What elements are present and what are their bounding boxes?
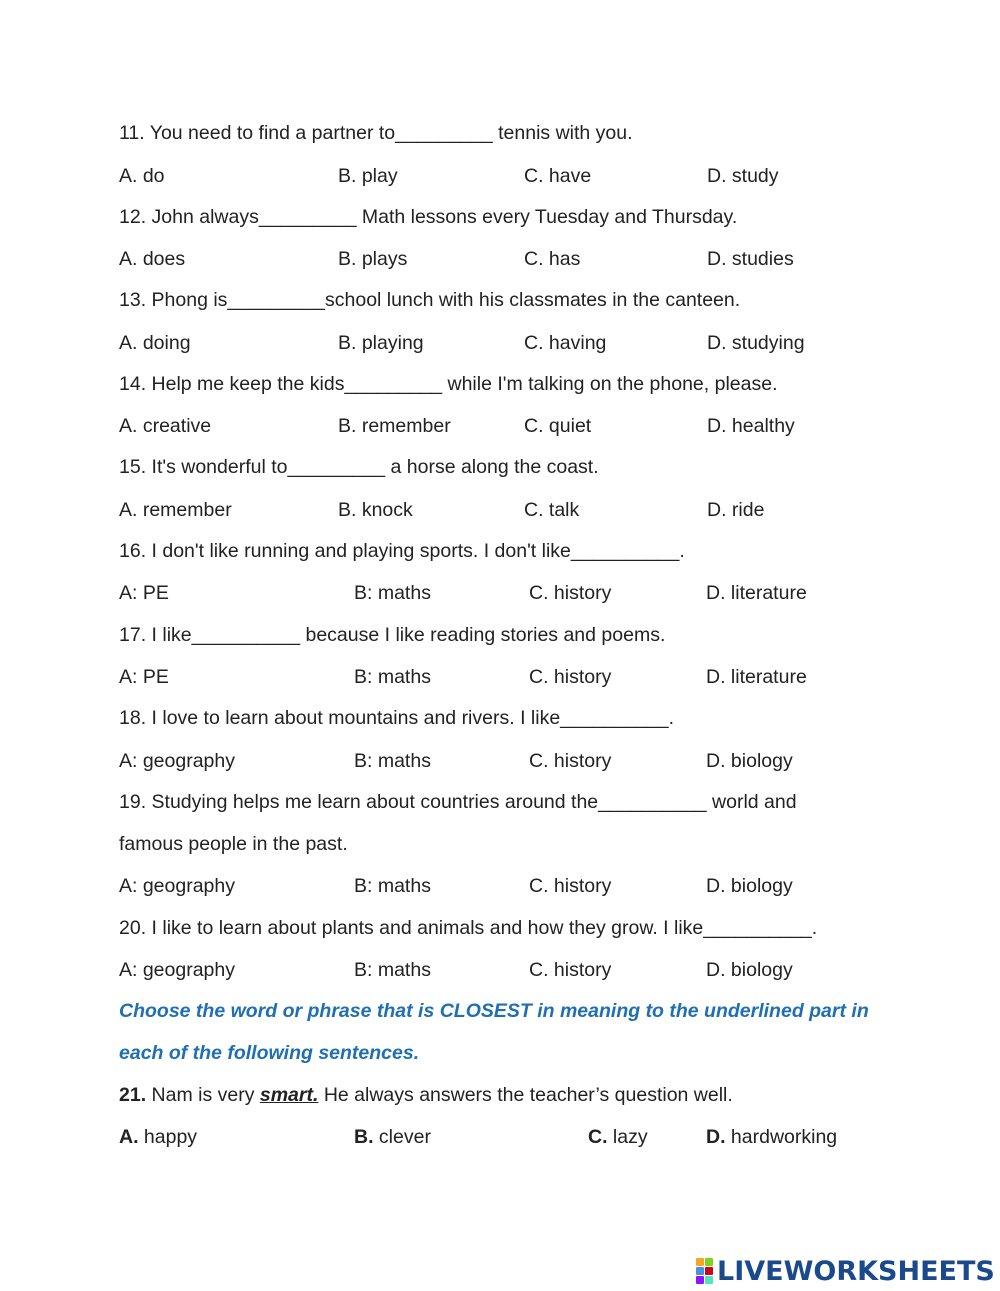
question-20-option-b[interactable]: B: maths (354, 959, 431, 981)
question-12-text: 12. John always_________ Math lessons every Tuesday and Thursday. (119, 206, 738, 228)
question-12-option-b[interactable]: B. plays (338, 248, 408, 270)
question-19-option-b[interactable]: B: maths (354, 875, 431, 897)
question-12-option-a[interactable]: A. does (119, 248, 186, 270)
question-12-option-d[interactable]: D. studies (707, 248, 794, 270)
question-21-text (119, 1083, 733, 1107)
question-14-text: 14. Help me keep the kids_________ while I'm talking on the phone, please. (119, 373, 778, 395)
question-19-option-a[interactable]: A: geography (119, 875, 236, 897)
question-17-option-b[interactable]: B: maths (354, 666, 431, 688)
question-18-option-d[interactable]: D. biology (706, 750, 793, 772)
question-18-option-c[interactable]: C. history (529, 750, 612, 772)
question-16-option-c[interactable]: C. history (529, 582, 612, 604)
question-14-option-b[interactable]: B. remember (338, 415, 451, 437)
option-letter: B. (354, 1126, 374, 1148)
liveworksheets-logo-text: LIVEWORKSHEETS (717, 1255, 995, 1287)
question-14-option-d[interactable]: D. healthy (707, 415, 795, 437)
question-11-option-d[interactable]: D. study (707, 165, 779, 187)
question-17-option-a[interactable]: A: PE (119, 666, 169, 688)
question-17-text: 17. I like__________ because I like reading stories and poems. (119, 624, 666, 646)
option-letter: A. (119, 1126, 139, 1148)
question-16-option-d[interactable]: D. literature (706, 582, 807, 604)
question-19-option-c[interactable]: C. history (529, 875, 612, 897)
question-21-underlined-word: smart. (259, 1084, 319, 1106)
option-text: clever (373, 1126, 431, 1148)
question-13-text: 13. Phong is_________school lunch with his classmates in the canteen. (119, 289, 741, 311)
question-21-option-d[interactable] (706, 1125, 837, 1149)
question-20-option-d[interactable]: D. biology (706, 959, 793, 981)
question-17-option-d[interactable]: D. literature (706, 666, 807, 688)
question-17-option-c[interactable]: C. history (529, 666, 612, 688)
question-19-text-continued: famous people in the past. (119, 833, 348, 855)
question-21-option-c[interactable] (588, 1125, 648, 1149)
liveworksheets-logo-icon (696, 1258, 713, 1284)
question-21-number: 21. (119, 1084, 147, 1106)
question-20-option-c[interactable]: C. history (529, 959, 612, 981)
question-13-option-d[interactable]: D. studying (707, 332, 805, 354)
question-11-option-b[interactable]: B. play (338, 165, 398, 187)
option-text: hardworking (725, 1126, 838, 1148)
question-20-text: 20. I like to learn about plants and animals and how they grow. I like__________. (119, 917, 818, 939)
question-11-option-a[interactable]: A. do (119, 165, 165, 187)
question-15-option-b[interactable]: B. knock (338, 499, 413, 521)
option-letter: C. (588, 1126, 608, 1148)
question-20-option-a[interactable]: A: geography (119, 959, 236, 981)
question-21-post: He always answers the teacher’s question well. (318, 1084, 733, 1106)
question-19-option-d[interactable]: D. biology (706, 875, 793, 897)
question-13-option-a[interactable]: A. doing (119, 332, 191, 354)
question-21-option-a[interactable] (119, 1125, 197, 1149)
question-13-option-b[interactable]: B. playing (338, 332, 424, 354)
option-text: lazy (607, 1126, 648, 1148)
question-11-option-c[interactable]: C. have (524, 165, 592, 187)
question-18-text: 18. I love to learn about mountains and rivers. I like__________. (119, 707, 675, 729)
section-instruction: Choose the word or phrase that is CLOSEST in meaning to the underlined part in (119, 1000, 869, 1022)
option-text: happy (138, 1126, 198, 1148)
question-16-text: 16. I don't like running and playing sports. I don't like__________. (119, 540, 685, 562)
question-18-option-b[interactable]: B: maths (354, 750, 431, 772)
question-11-text: 11. You need to find a partner to_________ tennis with you. (119, 122, 633, 144)
liveworksheets-logo[interactable] (696, 1254, 995, 1288)
question-16-option-b[interactable]: B: maths (354, 582, 431, 604)
section-instruction-continued: each of the following sentences. (119, 1042, 420, 1064)
question-19-text: 19. Studying helps me learn about countries around the__________ world and (119, 791, 797, 813)
question-12-option-c[interactable]: C. has (524, 248, 581, 270)
question-21-pre: Nam is very (146, 1084, 260, 1106)
question-13-option-c[interactable]: C. having (524, 332, 607, 354)
question-15-option-a[interactable]: A. remember (119, 499, 232, 521)
question-21-option-b[interactable] (354, 1125, 431, 1149)
question-16-option-a[interactable]: A: PE (119, 582, 169, 604)
question-14-option-c[interactable]: C. quiet (524, 415, 592, 437)
question-15-option-d[interactable]: D. ride (707, 499, 765, 521)
question-15-option-c[interactable]: C. talk (524, 499, 580, 521)
option-letter: D. (706, 1126, 726, 1148)
question-14-option-a[interactable]: A. creative (119, 415, 212, 437)
question-18-option-a[interactable]: A: geography (119, 750, 236, 772)
question-15-text: 15. It's wonderful to_________ a horse along the coast. (119, 456, 599, 478)
